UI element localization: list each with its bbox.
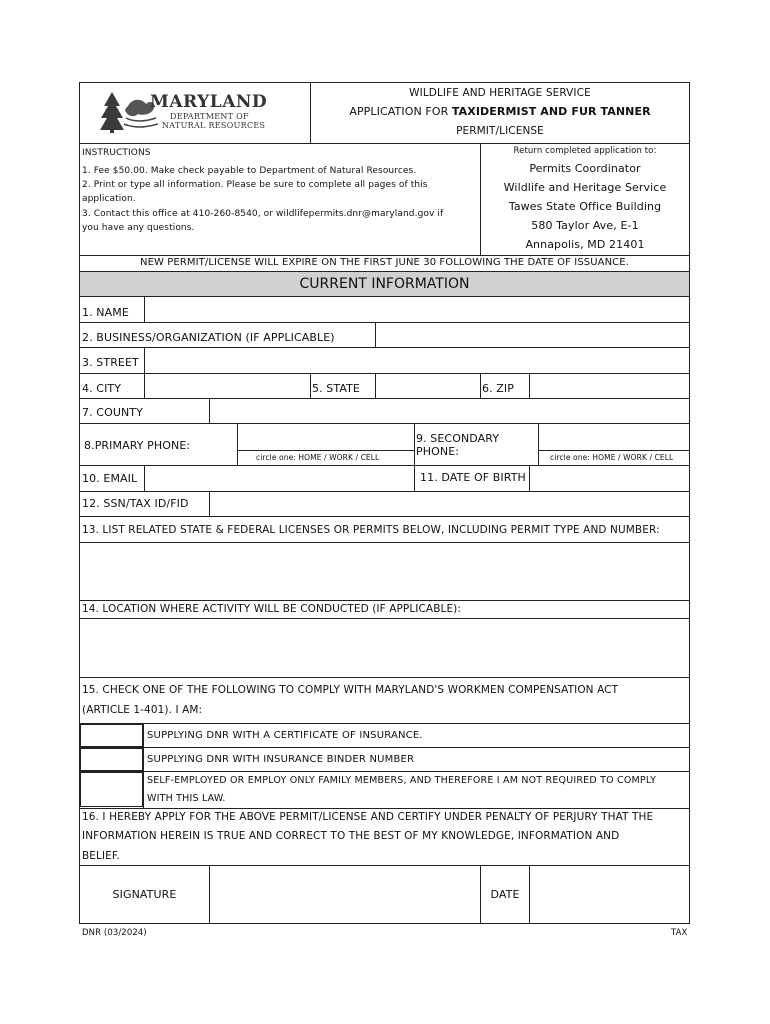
- check-label-a: 15. CHECK ONE OF THE FOLLOWING TO COMPLY WITH MARYLAND'S WORKMEN COMPENSATION ACT: [82, 684, 619, 696]
- zip-field[interactable]: [530, 374, 689, 397]
- form-code: TAX: [671, 928, 688, 938]
- secondary-phone-underline: [538, 450, 690, 451]
- row-line: [79, 516, 690, 517]
- logo-name: MARYLAND: [150, 92, 268, 112]
- ssn-label: 12. SSN/TAX ID/FID: [82, 497, 189, 510]
- permit-title: PERMIT/LICENSE: [456, 125, 544, 137]
- return-line1: Permits Coordinator: [529, 162, 641, 175]
- application-title: [311, 105, 689, 118]
- option-3-label-a: SELF-EMPLOYED OR EMPLOY ONLY FAMILY MEMBERS, AND THEREFORE I AM NOT REQUIRED TO COMPLY: [147, 775, 657, 786]
- name-field[interactable]: [145, 298, 689, 321]
- state-divider-left: [310, 373, 311, 398]
- secondary-phone-field[interactable]: [539, 424, 689, 450]
- option-2-label: SUPPLYING DNR WITH INSURANCE BINDER NUMBER: [147, 754, 415, 765]
- certify-line-c: BELIEF.: [82, 850, 120, 862]
- street-field[interactable]: [145, 348, 689, 372]
- street-label: 3. STREET: [82, 356, 139, 369]
- option-2-checkbox[interactable]: [80, 748, 143, 771]
- row-line: [79, 677, 690, 678]
- row-line: [79, 723, 690, 724]
- section-title: CURRENT INFORMATION: [299, 276, 470, 292]
- check-label-b: (ARTICLE 1-401). I AM:: [82, 704, 203, 716]
- application-bold: TAXIDERMIST AND FUR TANNER: [451, 105, 651, 118]
- instruction-1: 1. Fee $50.00. Make check payable to Department of Natural Resources.: [82, 166, 417, 176]
- licenses-field[interactable]: [80, 543, 689, 599]
- city-label: 4. CITY: [82, 382, 122, 395]
- licenses-label: 13. LIST RELATED STATE & FEDERAL LICENSES OR PERMITS BELOW, INCLUDING PERMIT TYPE AND NUMBER:: [82, 524, 660, 536]
- return-heading: Return completed application to:: [513, 146, 657, 156]
- business-label: 2. BUSINESS/ORGANIZATION (IF APPLICABLE): [82, 331, 335, 344]
- options-divider: [143, 723, 144, 808]
- date-field[interactable]: [530, 866, 689, 923]
- county-label: 7. COUNTY: [82, 406, 143, 419]
- application-prefix: APPLICATION FOR: [349, 105, 452, 118]
- return-line5: Annapolis, MD 21401: [525, 238, 645, 251]
- city-field[interactable]: [145, 374, 309, 397]
- logo-line2: NATURAL RESOURCES: [162, 121, 266, 130]
- state-field[interactable]: [376, 374, 479, 397]
- row-line: [79, 600, 690, 601]
- option-3-label-b: WITH THIS LAW.: [147, 793, 226, 804]
- primary-phone-label: 8.PRIMARY PHONE:: [84, 439, 191, 452]
- instruction-3a: 3. Contact this office at 410-260-8540, or wildlifepermits.dnr@maryland.gov if: [82, 209, 444, 219]
- secondary-phone-label-a: 9. SECONDARY: [416, 432, 500, 445]
- signature-field[interactable]: [210, 866, 479, 923]
- logo-line1: DEPARTMENT OF: [170, 112, 249, 121]
- email-label: 10. EMAIL: [82, 472, 138, 485]
- secondary-phone-label-b: PHONE:: [416, 445, 460, 458]
- primary-phone-type[interactable]: circle one: HOME / WORK / CELL: [256, 453, 380, 462]
- secondary-phone-divider-left: [414, 423, 415, 465]
- row-line: [79, 747, 690, 748]
- location-field[interactable]: [80, 619, 689, 676]
- option-3-checkbox[interactable]: [80, 772, 143, 807]
- return-line2: Wildlife and Heritage Service: [503, 181, 667, 194]
- zip-label: 6. ZIP: [482, 382, 515, 395]
- return-line4: 580 Taylor Ave, E-1: [531, 219, 639, 232]
- option-1-checkbox[interactable]: [80, 724, 143, 747]
- certify-line-a: 16. I HEREBY APPLY FOR THE ABOVE PERMIT/LICENSE AND CERTIFY UNDER PENALTY OF PERJURY THAT THE: [82, 811, 654, 823]
- signature-label: SIGNATURE: [112, 888, 177, 901]
- dob-divider-left: [414, 465, 415, 491]
- state-label: 5. STATE: [312, 382, 360, 395]
- instructions-title: INSTRUCTIONS: [82, 148, 151, 158]
- business-field[interactable]: [376, 323, 689, 346]
- location-label: 14. LOCATION WHERE ACTIVITY WILL BE CONDUCTED (IF APPLICABLE):: [82, 603, 462, 615]
- maryland-dnr-logo: [98, 88, 268, 136]
- instruction-2b: application.: [82, 194, 136, 204]
- header-bottom-line: [79, 143, 690, 144]
- instruction-3b: you have any questions.: [82, 223, 195, 233]
- certify-line-b: INFORMATION HEREIN IS TRUE AND CORRECT TO THE BEST OF MY KNOWLEDGE, INFORMATION AND: [82, 830, 620, 842]
- service-title: WILDLIFE AND HERITAGE SERVICE: [409, 87, 591, 99]
- option-1-label: SUPPLYING DNR WITH A CERTIFICATE OF INSURANCE.: [147, 730, 423, 741]
- row-line: [79, 771, 690, 772]
- dob-field[interactable]: [530, 466, 689, 490]
- county-field[interactable]: [210, 399, 689, 422]
- current-information-banner: [80, 271, 689, 297]
- instruction-2a: 2. Print or type all information. Please be sure to complete all pages of this: [82, 180, 428, 190]
- form-id: DNR (03/2024): [82, 928, 147, 938]
- expire-notice: NEW PERMIT/LICENSE WILL EXPIRE ON THE FIRST JUNE 30 FOLLOWING THE DATE OF ISSUANCE.: [140, 257, 629, 268]
- ssn-field[interactable]: [210, 492, 689, 515]
- dob-label: 11. DATE OF BIRTH: [420, 471, 526, 484]
- date-label: DATE: [490, 888, 520, 901]
- return-line3: Tawes State Office Building: [508, 200, 662, 213]
- row-line: [79, 808, 690, 809]
- primary-phone-field[interactable]: [238, 424, 413, 450]
- secondary-phone-type[interactable]: circle one: HOME / WORK / CELL: [550, 453, 674, 462]
- tree-crab-icon: [98, 88, 158, 134]
- primary-phone-underline: [237, 450, 414, 451]
- zip-divider-left: [480, 373, 481, 398]
- name-label: 1. NAME: [82, 306, 129, 319]
- expire-top-line: [79, 255, 690, 256]
- email-field[interactable]: [145, 466, 413, 490]
